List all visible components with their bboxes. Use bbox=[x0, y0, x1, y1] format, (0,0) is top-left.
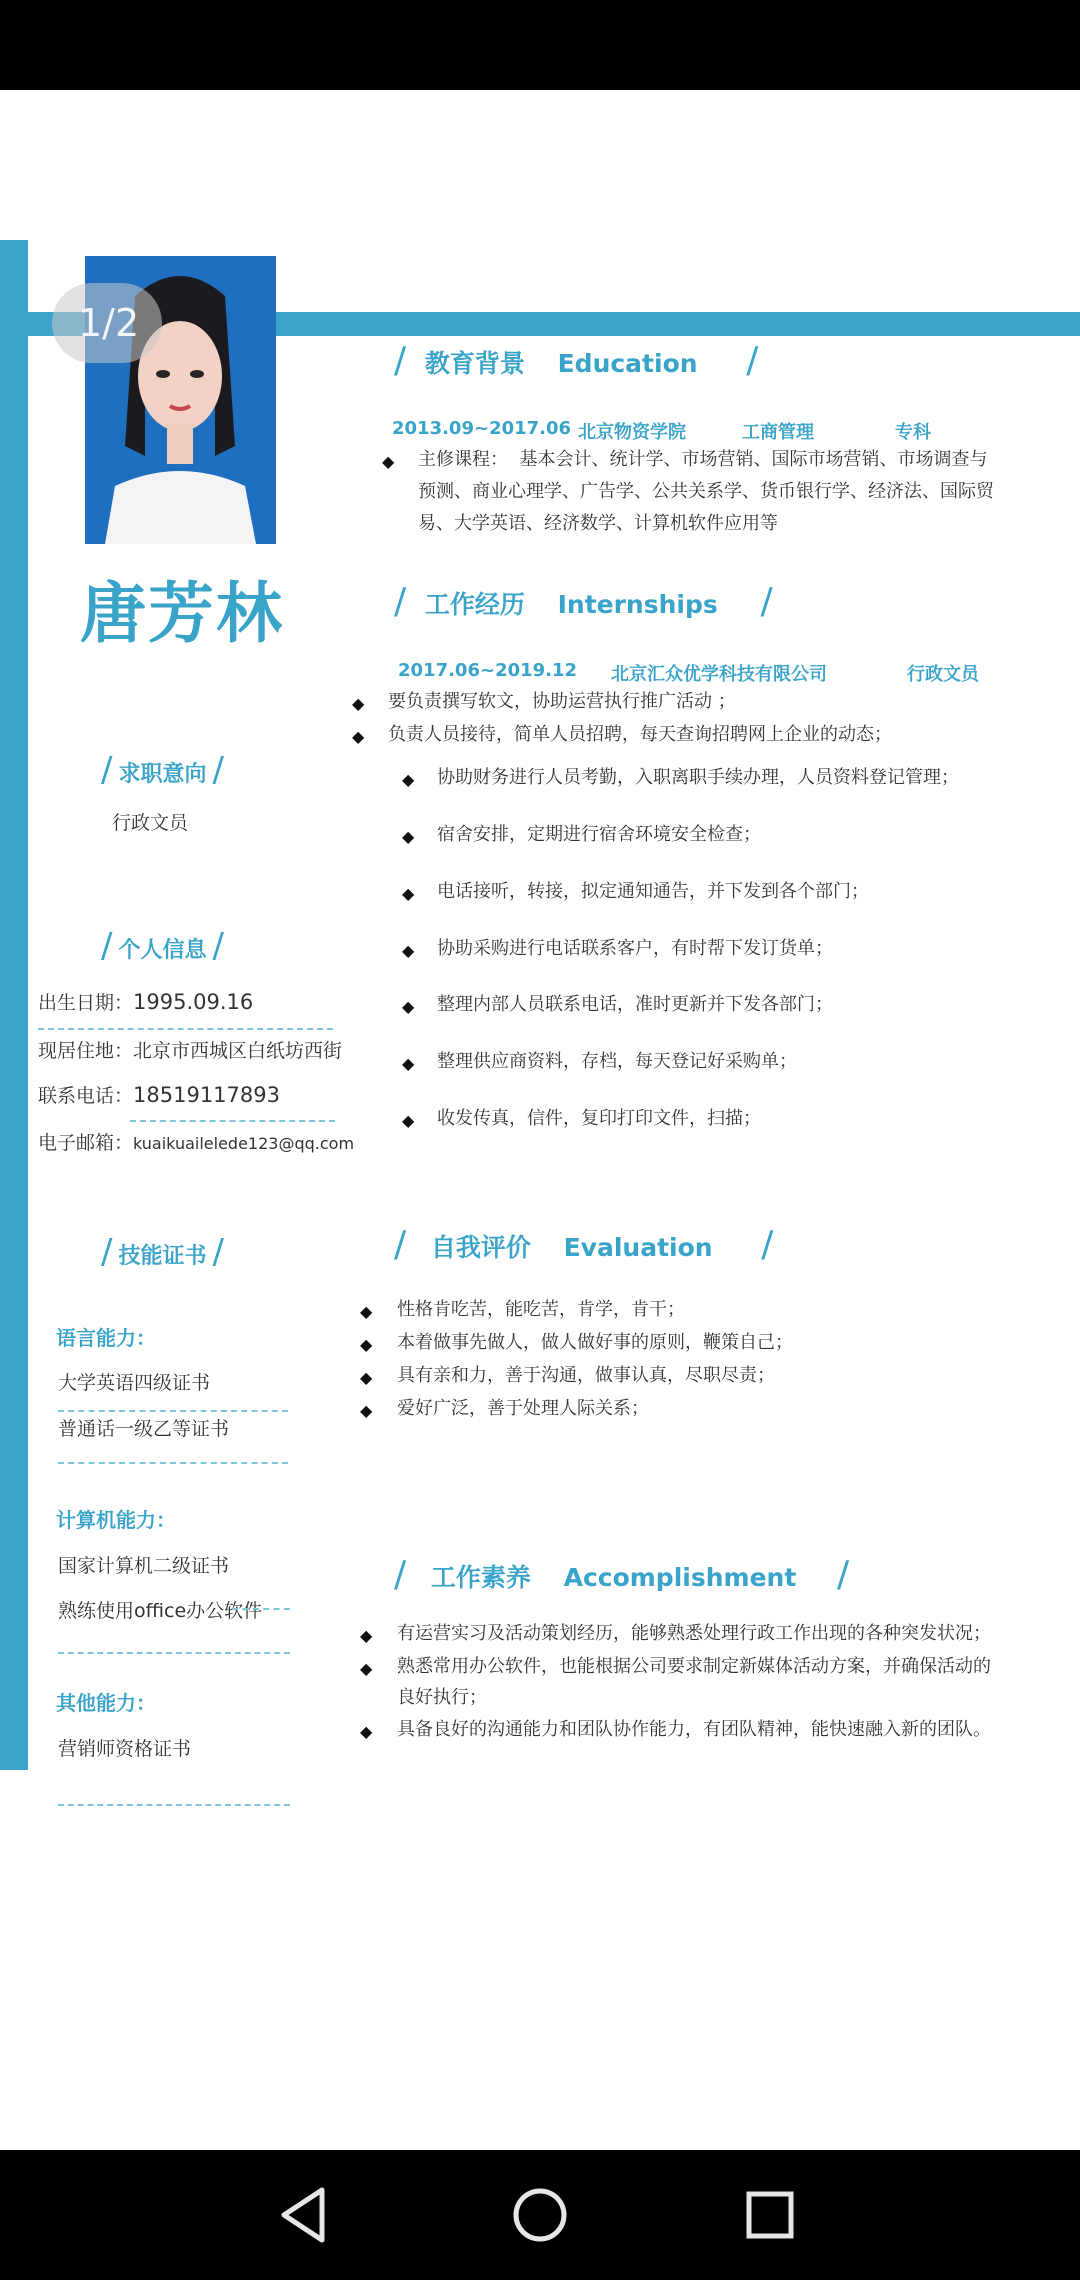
courses-text: 主修课程： 基本会计、统计学、市场营销、国际市场营销、市场调查与 预测、商业心理学、广告学、公共关系学、货币银行学、经济法、国际贸 易、大学英语、经济数学、计算机软件应用等 bbox=[418, 449, 994, 534]
computer-item: 国家计算机二级证书 bbox=[58, 1555, 230, 1577]
home-icon bbox=[505, 2180, 575, 2250]
job-intent-title: / 求职意向 / bbox=[101, 750, 224, 790]
evaluation-item: 具有亲和力，善于沟通，做事认真，尽职尽责； bbox=[397, 1365, 775, 1386]
bullet-icon: ◆ bbox=[360, 1401, 373, 1420]
computer-item: 熟练使用office办公软件 bbox=[58, 1600, 263, 1622]
work-item: 要负责撰写软文，协助运营执行推广活动 ； bbox=[388, 691, 736, 712]
navigation-bar bbox=[0, 2150, 1080, 2280]
work-period: 2017.06~2019.12 bbox=[398, 660, 578, 681]
education-major: 工商管理 bbox=[742, 422, 814, 443]
bullet-icon: ◆ bbox=[360, 1659, 373, 1678]
bullet-icon: ◆ bbox=[360, 1626, 373, 1645]
bullet-icon: ◆ bbox=[402, 1054, 415, 1073]
work-subitem: 电话接听，转接，拟定通知通告，并下发到各个部门； bbox=[437, 881, 869, 902]
evaluation-item: 性格肯吃苦，能吃苦，肯学，肯干； bbox=[397, 1299, 685, 1320]
left-accent-bar bbox=[0, 240, 28, 1770]
birth-row: 出生日期：1995.09.16 bbox=[38, 990, 254, 1014]
accomplishment-item: 熟悉常用办公软件，也能根据公司要求制定新媒体活动方案，并确保活动的 bbox=[397, 1656, 991, 1677]
back-button[interactable] bbox=[270, 2180, 340, 2250]
evaluation-item: 本着做事先做人，做人做好事的原则，鞭策自己； bbox=[397, 1332, 793, 1353]
work-position: 行政文员 bbox=[907, 664, 979, 685]
back-icon bbox=[270, 2180, 340, 2250]
resume-page[interactable] bbox=[0, 90, 1080, 2150]
recents-icon bbox=[735, 2180, 805, 2250]
candidate-name: 唐芳林 bbox=[80, 575, 284, 652]
bullet-icon: ◆ bbox=[402, 941, 415, 960]
divider bbox=[232, 1608, 290, 1610]
bullet-icon: ◆ bbox=[402, 827, 415, 846]
education-period: 2013.09~2017.06 bbox=[392, 418, 572, 439]
divider bbox=[38, 1028, 333, 1030]
bullet-icon: ◆ bbox=[402, 884, 415, 903]
education-school: 北京物资学院 bbox=[578, 422, 686, 443]
divider bbox=[58, 1410, 288, 1412]
language-item: 大学英语四级证书 bbox=[58, 1372, 211, 1394]
work-subitem: 宿舍安排，定期进行宿舍环境安全检查； bbox=[437, 824, 761, 845]
bullet-icon: ◆ bbox=[402, 1111, 415, 1130]
home-button[interactable] bbox=[505, 2180, 575, 2250]
skills-title: / 技能证书 / bbox=[101, 1232, 224, 1272]
other-item: 营销师资格证书 bbox=[58, 1738, 192, 1760]
page-indicator: 1/2 bbox=[52, 283, 162, 363]
divider bbox=[58, 1462, 288, 1464]
divider bbox=[130, 1120, 335, 1122]
bullet-icon: ◆ bbox=[402, 770, 415, 789]
job-intent-value: 行政文员 bbox=[112, 812, 189, 834]
language-title: 语言能力： bbox=[56, 1326, 156, 1350]
bullet-icon: ◆ bbox=[360, 1722, 373, 1741]
work-subitem: 收发传真，信件，复印打印文件，扫描； bbox=[437, 1108, 761, 1129]
other-title: 其他能力： bbox=[56, 1691, 156, 1715]
accomplishment-title: / 工作素养 Accomplishment / bbox=[394, 1554, 850, 1595]
bullet-icon: ◆ bbox=[360, 1368, 373, 1387]
bullet-icon: ◆ bbox=[352, 694, 365, 713]
accomplishment-item: 有运营实习及活动策划经历，能够熟悉处理行政工作出现的各种突发状况； bbox=[397, 1623, 991, 1644]
language-item: 普通话一级乙等证书 bbox=[58, 1418, 230, 1440]
work-subitem: 整理供应商资料，存档，每天登记好采购单； bbox=[437, 1051, 797, 1072]
bullet-icon: ◆ bbox=[360, 1302, 373, 1321]
accomplishment-item-cont: 良好执行； bbox=[397, 1687, 487, 1708]
work-subitem: 协助采购进行电话联系客户，有时帮下发订货单； bbox=[437, 938, 833, 959]
evaluation-item: 爱好广泛，善于处理人际关系； bbox=[397, 1398, 649, 1419]
bullet-icon: ◆ bbox=[382, 452, 395, 471]
bullet-icon: ◆ bbox=[360, 1335, 373, 1354]
work-subitem: 整理内部人员联系电话，准时更新并下发各部门； bbox=[437, 994, 833, 1015]
work-company: 北京汇众优学科技有限公司 bbox=[611, 664, 827, 685]
bullet-icon: ◆ bbox=[402, 997, 415, 1016]
divider bbox=[58, 1652, 290, 1654]
education-title: / 教育背景 Education / bbox=[394, 340, 759, 381]
work-item: 负责人员接待，简单人员招聘，每天查询招聘网上企业的动态； bbox=[388, 724, 892, 745]
address-row: 现居住地：北京市西城区白纸坊西街 bbox=[38, 1040, 343, 1062]
education-degree: 专科 bbox=[895, 422, 931, 443]
recents-button[interactable] bbox=[735, 2180, 805, 2250]
phone-row: 联系电话：18519117893 bbox=[38, 1083, 280, 1107]
bullet-icon: ◆ bbox=[352, 727, 365, 746]
work-subitem: 协助财务进行人员考勤，入职离职手续办理，人员资料登记管理； bbox=[437, 767, 959, 788]
accomplishment-item: 具备良好的沟通能力和团队协作能力，有团队精神，能快速融入新的团队。 bbox=[397, 1719, 991, 1740]
email-row: 电子邮箱：kuaikuailelede123@qq.com bbox=[38, 1132, 355, 1154]
work-title: / 工作经历 Internships / bbox=[394, 581, 773, 622]
divider bbox=[58, 1804, 290, 1806]
personal-info-title: / 个人信息 / bbox=[101, 926, 224, 966]
evaluation-title: / 自我评价 Evaluation / bbox=[394, 1224, 774, 1265]
computer-title: 计算机能力： bbox=[56, 1508, 176, 1532]
